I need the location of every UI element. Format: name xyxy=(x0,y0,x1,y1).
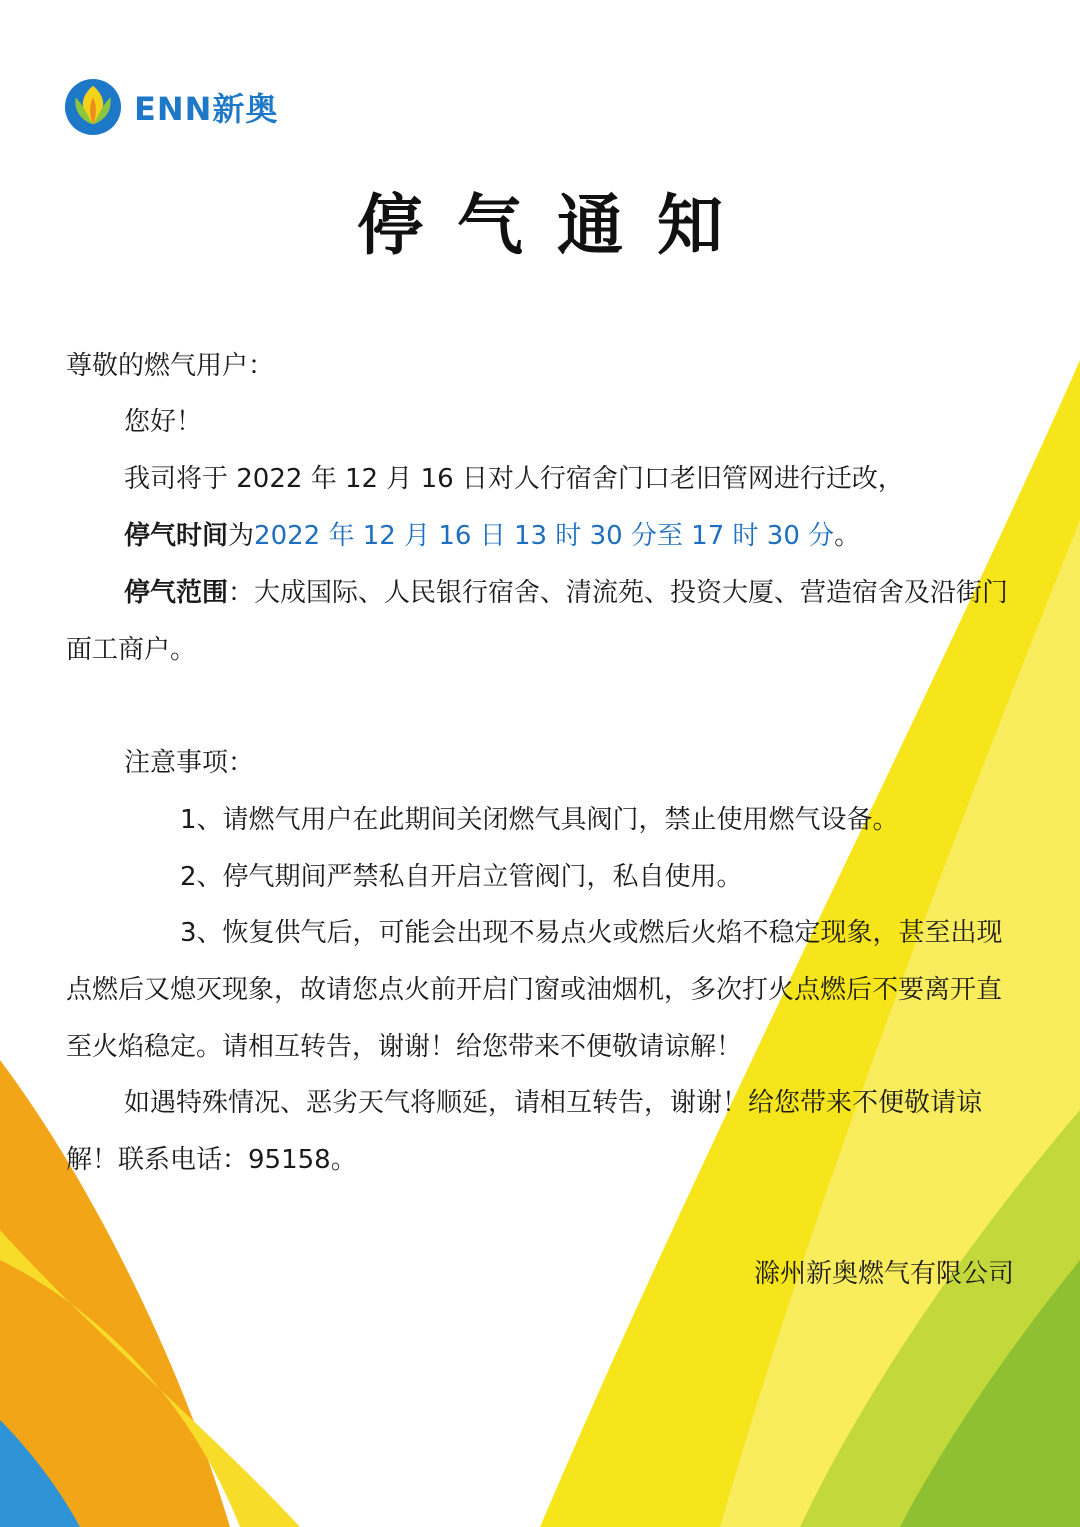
page-title: 停气通知 xyxy=(357,187,757,264)
note-item: 2、停气期间严禁私自开启立管阀门，私自使用。 xyxy=(180,862,743,892)
company-signature: 滁州新奥燃气有限公司 xyxy=(753,1259,1014,1289)
greeting: 尊敬的燃气用户： xyxy=(66,351,275,381)
note-item: 3、恢复供气后，可能会出现不易点火或燃后火焰不稳定现象，甚至出现点燃后又熄灭现象，故请您点火前开启门窗或油烟机，多次打火点燃后不要离开直至火焰稳定。请相互转告，谢谢！给您带来不便敬请谅解！ xyxy=(66,918,1003,1062)
outage-time-connector: 为 xyxy=(228,521,255,551)
note-item: 1、请燃气用户在此期间关闭燃气具阀门，禁止使用燃气设备。 xyxy=(180,805,899,835)
outage-time-value: 2022 年 12 月 16 日 13 时 30 分至 17 时 30 分 xyxy=(254,521,835,551)
outage-time-line xyxy=(66,508,1014,565)
outage-time-end: 。 xyxy=(834,521,861,551)
notes-heading: 注意事项： xyxy=(124,748,255,778)
outage-scope-line xyxy=(66,565,1014,679)
plan-line: 我司将于 2022 年 12 月 16 日对人行宿舍门口老旧管网进行迁改， xyxy=(124,464,904,494)
enn-logo xyxy=(64,78,278,136)
outage-scope-text: ：大成国际、人民银行宿舍、清流苑、投资大厦、营造宿舍及沿街门面工商户。 xyxy=(66,578,1009,665)
hello-line: 您好！ xyxy=(124,407,203,437)
outage-time-label: 停气时间 xyxy=(124,521,229,551)
outage-scope-label: 停气范围 xyxy=(124,578,229,608)
enn-logo-icon xyxy=(64,78,122,136)
closing-text: 如遇特殊情况、恶劣天气将顺延，请相互转告，谢谢！给您带来不便敬请谅解！联系电话：95158。 xyxy=(66,1088,983,1175)
logo-text: ENN新奥 xyxy=(134,90,279,128)
